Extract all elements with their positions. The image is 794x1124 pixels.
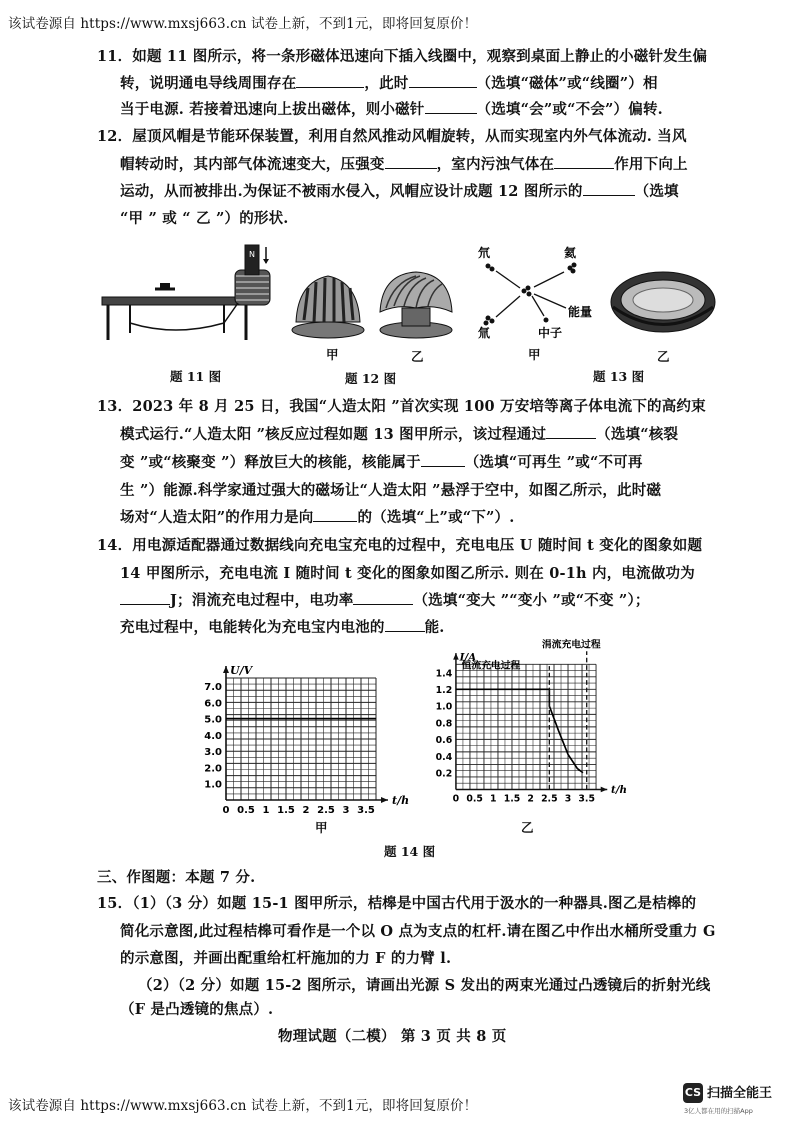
y-tick-label: 5.0 bbox=[204, 714, 222, 726]
y-tick-label: 1.0 bbox=[204, 779, 222, 791]
q12-line1: 12．屋顶风帽是节能环保装置，利用自然风推动风帽旋转，从而实现室内外气体流动. 当风 bbox=[97, 128, 687, 145]
y-axis-arrow bbox=[223, 666, 229, 673]
y-tick-label: 0.2 bbox=[435, 768, 453, 780]
fig11-caption: 题 11 图 bbox=[170, 369, 222, 384]
q14-line2: 14 甲图所示，充电电流 I 随时间 t 变化的图象如图乙所示. 则在 0-1h 内，电流做功为 bbox=[120, 565, 695, 582]
q15-line4: （2）（2 分）如题 15-2 图所示，请画出光源 S 发出的两束光通过凸透镜后的折射光线 bbox=[138, 977, 711, 994]
fig13-yi-label: 乙 bbox=[657, 349, 670, 364]
figure-12-jia bbox=[288, 262, 368, 342]
section3-title: 三、作图题：本题 7 分. bbox=[97, 869, 256, 886]
x-axis-label: t/h bbox=[610, 784, 627, 797]
chart-current-time bbox=[410, 640, 670, 810]
energy-label: 能量 bbox=[568, 305, 593, 319]
q11-line2: 转，说明通电导线周围存在 ，此时 （选填“磁体”或“线圈”）相 bbox=[120, 75, 658, 92]
x-tick-label: 1.5 bbox=[277, 805, 295, 816]
y-tick-label: 0.4 bbox=[435, 751, 453, 763]
fig12-yi-label: 乙 bbox=[411, 349, 424, 364]
x-tick-label: 0.5 bbox=[466, 793, 483, 805]
x-tick-label: 3 bbox=[564, 793, 572, 805]
fig12-jia-label: 甲 bbox=[326, 347, 339, 362]
header-note: 该试卷源自 https://www.mxsj663.cn 试卷上新，不到1元，即将回复原价！ bbox=[8, 16, 478, 32]
y-tick-label: 1.2 bbox=[435, 685, 453, 697]
y-tick-label: 7.0 bbox=[204, 682, 222, 694]
constant-current-label: 恒流充电过程 bbox=[461, 660, 521, 672]
q13-line1: 13．2023 年 8 月 25 日，我国“人造太阳 ”首次实现 100 万安培等离子体电流下的高约束 bbox=[97, 398, 706, 415]
q13-line4: 生 ”）能源.科学家通过强大的磁场让“人造太阳 ”悬浮于空中，如图乙所示，此时磁 bbox=[120, 482, 662, 499]
y-tick-label: 1.0 bbox=[435, 701, 453, 713]
q15-line1: 15．（1）（3 分）如题 15-1 图甲所示，桔槔是中国古代用于汲水的一种器具.图乙是桔槔的 bbox=[97, 895, 697, 912]
magnet-pole-label: N bbox=[249, 250, 255, 259]
q12-line3: 运动，从而被排出.为保证不被雨水侵入，风帽应设计成题 12 图所示的 （选填 bbox=[120, 183, 679, 200]
q15-line5: （F 是凸透镜的焦点）. bbox=[120, 1001, 274, 1018]
x-tick-label: 2.5 bbox=[541, 793, 558, 805]
x-axis-label: t/h bbox=[392, 794, 410, 807]
y-axis-label: I/A bbox=[459, 651, 477, 664]
trickle-label: 涓流充电过程 bbox=[541, 639, 601, 651]
y-tick-label: 2.0 bbox=[204, 763, 222, 775]
x-axis-arrow bbox=[601, 787, 608, 793]
x-tick-label: 3 bbox=[342, 805, 350, 816]
x-tick-label: 2 bbox=[302, 805, 310, 816]
y-tick-label: 0.8 bbox=[435, 718, 453, 730]
q12-line2: 帽转动时，其内部气体流速变大，压强变 ，室内污浊气体在 作用下向上 bbox=[120, 156, 688, 173]
q13-line5: 场对“人造太阳”的作用力是向 的（选填“上”或“下”）. bbox=[120, 509, 515, 526]
x-tick-label: 1 bbox=[262, 805, 270, 816]
y-axis-arrow bbox=[453, 653, 459, 660]
figure-13-yi bbox=[608, 262, 718, 342]
q12-line4: “甲 ” 或 “ 乙 ”）的形状. bbox=[120, 210, 289, 227]
scanner-tagline: 3亿人都在用的扫描App bbox=[684, 1107, 753, 1115]
x-tick-label: 2 bbox=[527, 793, 534, 805]
fig13-caption: 题 13 图 bbox=[593, 369, 645, 384]
x-tick-label: 3.5 bbox=[357, 805, 375, 816]
x-tick-label: 2.5 bbox=[317, 805, 335, 816]
fig14-caption: 题 14 图 bbox=[384, 844, 436, 859]
helium-label: 氦 bbox=[564, 246, 577, 260]
y-tick-label: 4.0 bbox=[204, 730, 222, 742]
deuterium-label: 氘 bbox=[478, 246, 491, 260]
chart-jia-name: 甲 bbox=[315, 820, 328, 835]
scanner-logo: CS bbox=[683, 1083, 703, 1103]
q14-line3: J；涓流充电过程中，电功率 （选填“变大 ”“变小 ”或“不变 ”）； bbox=[120, 589, 650, 610]
chart-yi-name: 乙 bbox=[521, 820, 534, 835]
x-tick-label: 0 bbox=[222, 805, 230, 816]
x-tick-label: 1.5 bbox=[503, 793, 521, 805]
x-tick-label: 0 bbox=[452, 793, 460, 805]
footer-note: 该试卷源自 https://www.mxsj663.cn 试卷上新，不到1元，即将回复原价！ bbox=[8, 1098, 478, 1114]
q11-line1: 11．如题 11 图所示，将一条形磁体迅速向下插入线圈中，观察到桌面上静止的小磁针发生偏 bbox=[97, 48, 708, 65]
fig13-jia-label: 甲 bbox=[528, 347, 541, 362]
figure-13-jia bbox=[476, 244, 606, 344]
y-tick-label: 1.4 bbox=[435, 668, 453, 680]
q11-line3: 当于电源. 若接着迅速向上拔出磁体，则小磁针 （选填“会”或“不会”）偏转. bbox=[120, 101, 663, 118]
scanner-brand: 扫描全能王 bbox=[707, 1086, 773, 1101]
neutron-label: 中子 bbox=[538, 326, 563, 340]
tritium-label: 氚 bbox=[478, 326, 491, 340]
figure-12-yi bbox=[374, 262, 459, 342]
y-tick-label: 0.6 bbox=[435, 735, 453, 747]
fig12-caption: 题 12 图 bbox=[345, 371, 397, 386]
y-tick-label: 3.0 bbox=[204, 747, 222, 759]
page-footer: 物理试题（二模） 第 3 页 共 8 页 bbox=[278, 1028, 507, 1045]
q15-line2: 简化示意图,此过程桔槔可看作是一个以 O 点为支点的杠杆.请在图乙中作出水桶所受重力 G bbox=[120, 923, 716, 940]
figure-11 bbox=[100, 245, 280, 345]
q13-line2: 模式运行.“人造太阳 ”核反应过程如题 13 图甲所示，该过程通过 （选填“核裂 bbox=[120, 426, 679, 443]
x-tick-label: 3.5 bbox=[578, 793, 595, 805]
x-tick-label: 1 bbox=[490, 793, 497, 805]
q13-line3: 变 ”或“核聚变 ”）释放巨大的核能，核能属于 （选填“可再生 ”或“不可再 bbox=[120, 454, 643, 471]
y-axis-label: U/V bbox=[230, 664, 253, 677]
q15-line3: 的示意图，并画出配重给杠杆施加的力 F 的力臂 l. bbox=[120, 950, 452, 967]
q14-line1: 14．用电源适配器通过数据线向充电宝充电的过程中，充电电压 U 随时间 t 变化的图象如题 bbox=[97, 537, 703, 554]
q14-line4: 充电过程中，电能转化为充电宝内电池的 能. bbox=[120, 619, 445, 636]
y-tick-label: 6.0 bbox=[204, 698, 222, 710]
x-tick-label: 0.5 bbox=[237, 805, 255, 816]
x-axis-arrow bbox=[381, 797, 388, 803]
